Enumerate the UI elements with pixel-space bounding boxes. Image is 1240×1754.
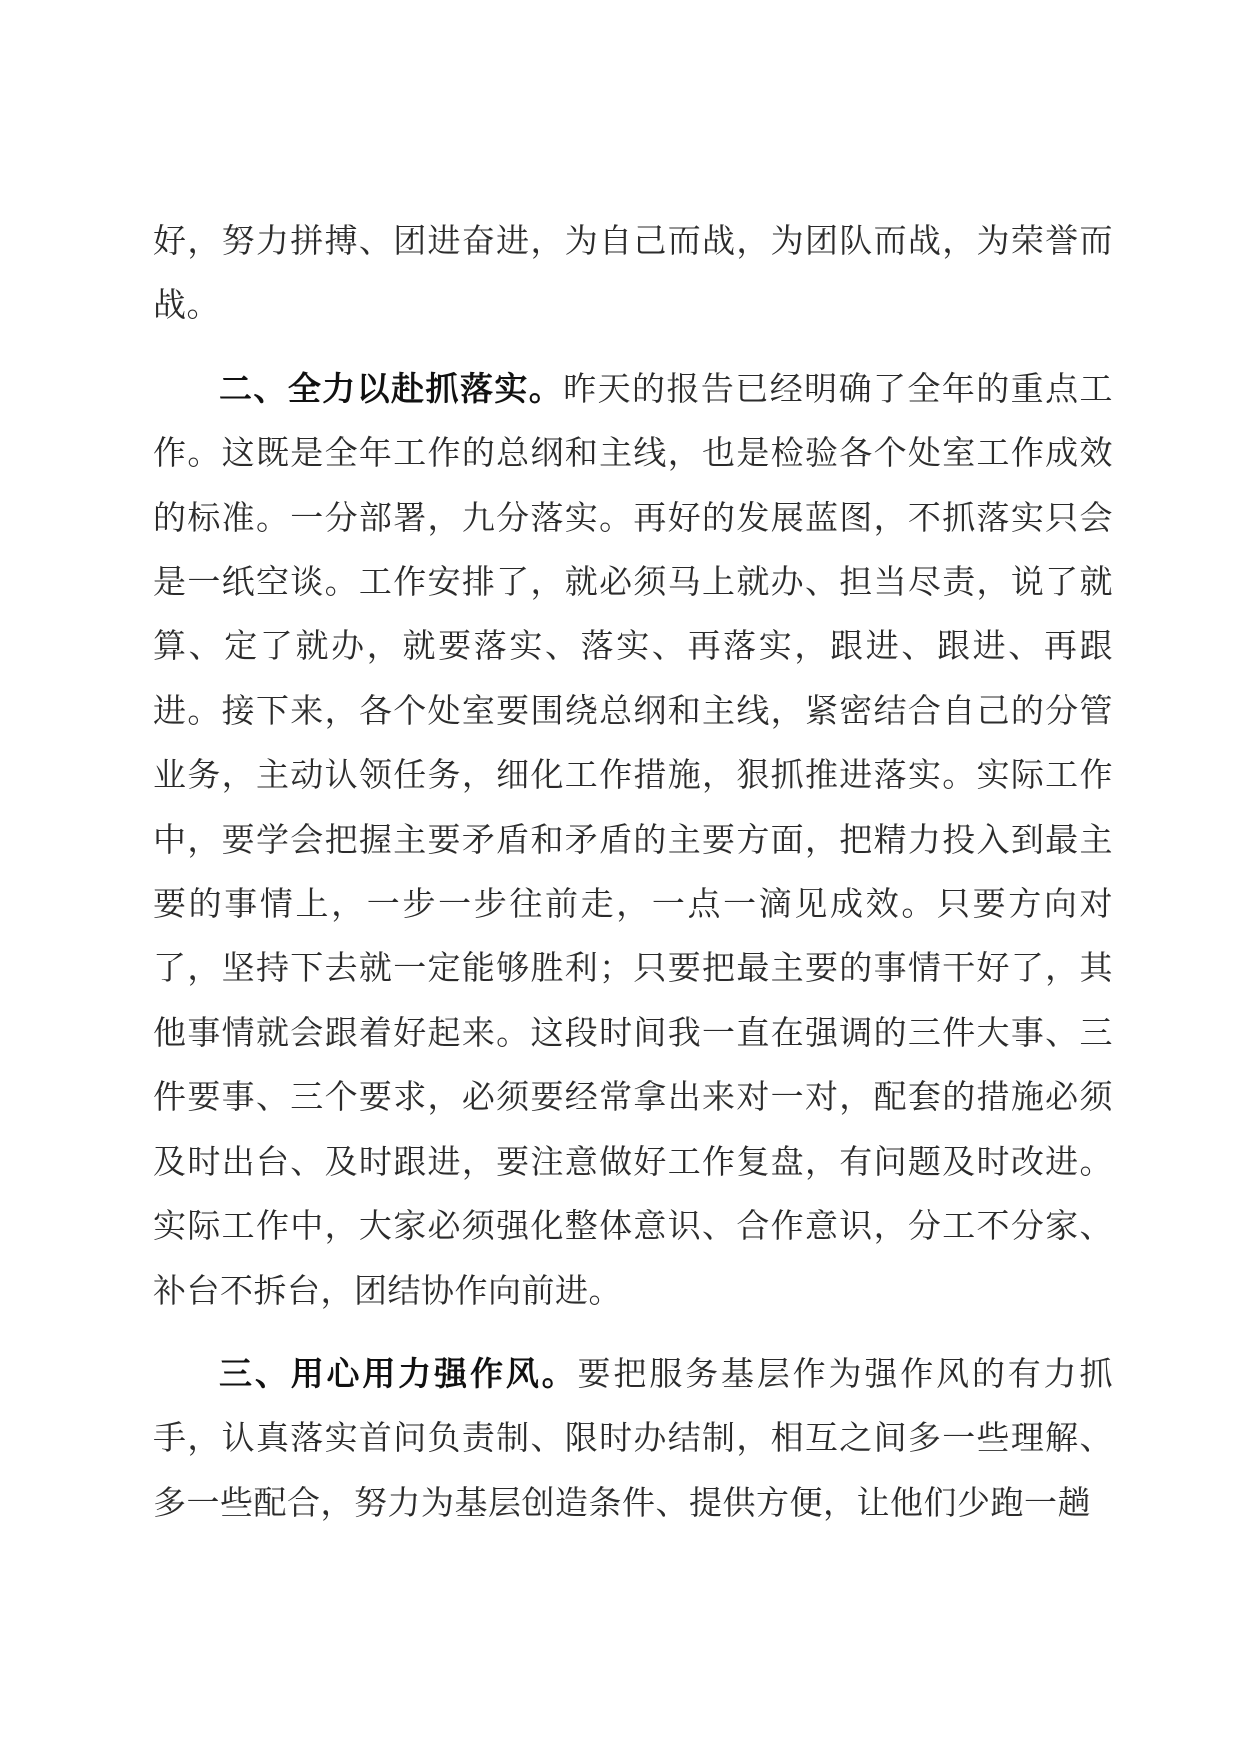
paragraph-continuation [153,209,1113,338]
paragraph-text: 昨天的报告已经明确了全年的重点工作。这既是全年工作的总纲和主线，也是检验各个处室工作成效的标准。一分部署，九分落实。再好的发展蓝图，不抓落实只会是一纸空谈。工作安排了，就必须马上就办、担当尽责，说了就算、定了就办，就要落实、落实、再落实，跟进、跟进、再跟进。接下来，各个处室要围绕总纲和主线，紧密结合自己的分管业务，主动认领任务，细化工作措施，狠抓推进落实。实际工作中，要学会把握主要矛盾和矛盾的主要方面，把精力投入到最主要的事情上，一步一步往前走，一点一滴见成效。只要方向对了，坚持下去就一定能够胜利；只要把最主要的事情干好了，其他事情就会跟着好起来。这段时间我一直在强调的三件大事、三件要事、三个要求，必须要经常拿出来对一对，配套的措施必须及时出台、及时跟进，要注意做好工作复盘，有问题及时改进。实际工作中，大家必须强化整体意识、合作意识，分工不分家、补台不拆台，团结协作向前进。 [153,368,1114,1310]
paragraph-section-two [153,357,1113,1323]
document-body [153,209,1113,1535]
section-heading: 二、全力以赴抓落实。 [219,368,564,408]
paragraph-text: 好，努力拼搏、团进奋进，为自己而战，为团队而战，为荣誉而战。 [153,221,1113,325]
paragraph-section-three [153,1342,1113,1535]
paragraph-text: 要把服务基层作为强作风的有力抓手，认真落实首问负责制、限时办结制，相互之间多一些理解、多一些配合，努力为基层创造条件、提供方便，让他们少跑一趟 [153,1353,1114,1522]
section-heading: 三、用心用力强作风。 [219,1353,578,1393]
